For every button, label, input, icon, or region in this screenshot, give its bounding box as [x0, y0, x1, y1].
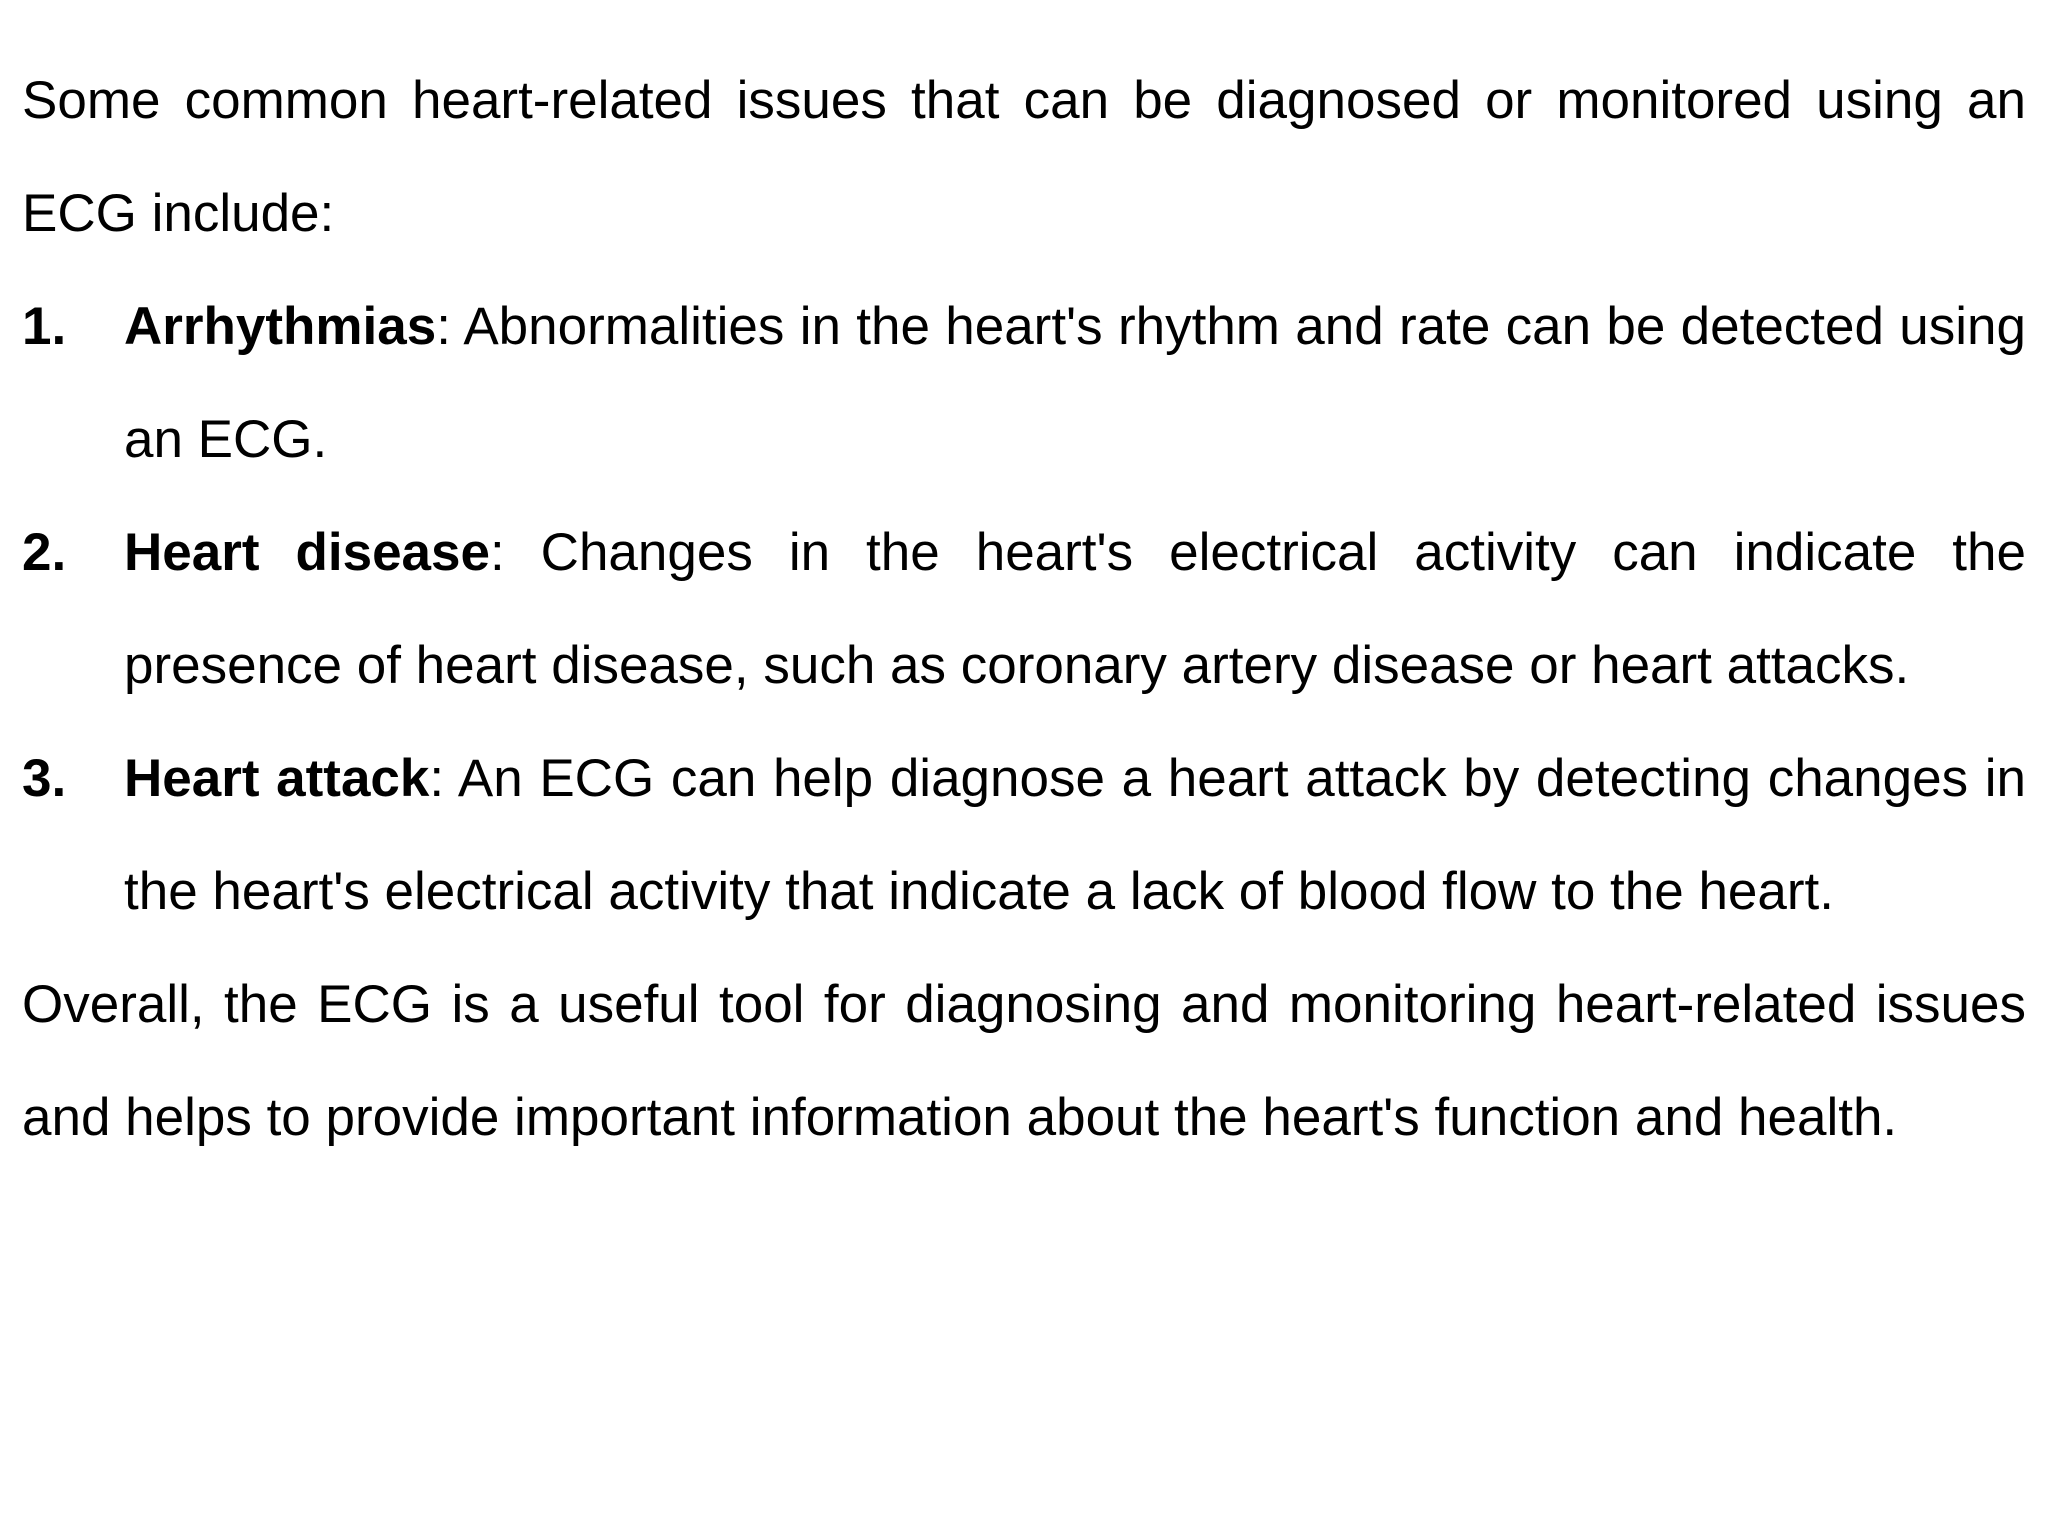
list-item: [22, 270, 2026, 496]
list-item: [22, 496, 2026, 722]
list-item-term: Heart disease: [124, 523, 490, 582]
list-item-term: Arrhythmias: [124, 297, 437, 356]
list-item-number: 2.: [22, 523, 67, 582]
list-item-term: Heart attack: [124, 749, 430, 808]
issues-list: [22, 270, 2026, 948]
document-body: [22, 44, 2026, 1174]
list-item: [22, 722, 2026, 948]
list-item-description: : Changes in the heart's electrical activity can indicate the presence of heart disease, such as coronary artery disease or heart attacks.: [124, 523, 2026, 695]
list-item-number: 1.: [22, 297, 67, 356]
list-item-number: 3.: [22, 749, 67, 808]
conclusion-paragraph: Overall, the ECG is a useful tool for diagnosing and monitoring heart-related issues and helps to provide important information about the heart's function and health.: [22, 975, 2026, 1147]
list-item-description: : Abnormalities in the heart's rhythm and rate can be detected using an ECG.: [124, 297, 2026, 469]
intro-paragraph: Some common heart-related issues that can be diagnosed or monitored using an ECG include:: [22, 71, 2026, 243]
list-item-description: : An ECG can help diagnose a heart attack by detecting changes in the heart's electrical activity that indicate a lack of blood flow to the heart.: [124, 749, 2026, 921]
